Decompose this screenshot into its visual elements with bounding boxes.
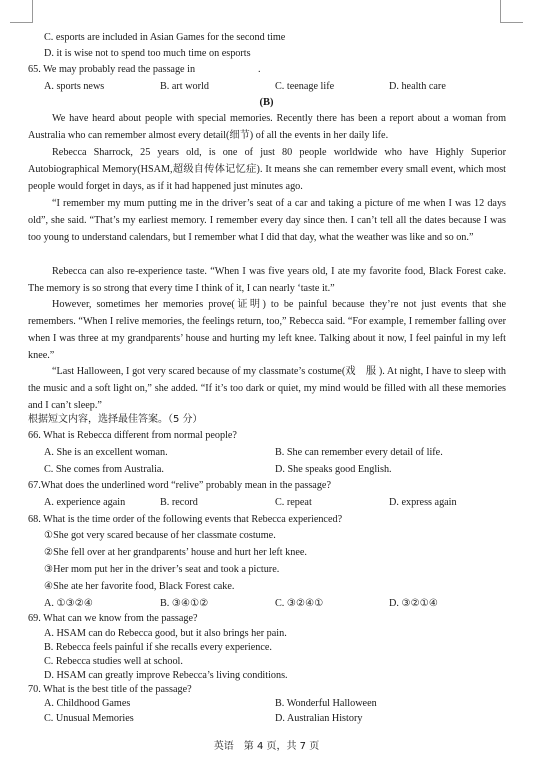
page-footer: 英语 第 4 页，共 7 页 bbox=[213, 741, 320, 752]
q68-option-d: D. ③②①④ bbox=[389, 598, 438, 609]
q68-option-c: C. ③②④① bbox=[275, 598, 324, 609]
passage-paragraph-4: Rebecca can also re-experience taste. “When I was five years old, I ate my favorite food, Black Forest cake. The memory is so strong that every time I think of it, I can nearly ‘taste it.” bbox=[28, 266, 506, 294]
q65-option-a: A. sports news bbox=[44, 81, 105, 92]
q69-option-d: D. HSAM can greatly improve Rebecca’s living conditions. bbox=[44, 670, 288, 681]
q68-event-1: ①She got very scared because of her classmate costume. bbox=[44, 530, 276, 541]
passage-paragraph-1: We have heard about people with special memories. Recently there has been a report about a woman from Australia who can remember almost every detail(细节) of all the events in her daily life. bbox=[28, 113, 506, 141]
q64-option-c: C. esports are included in Asian Games for the second time bbox=[44, 32, 286, 43]
q65-option-c: C. teenage life bbox=[275, 81, 335, 92]
q65-option-b: B. art world bbox=[160, 81, 209, 92]
passage-paragraph-5: However, sometimes her memories prove(证明) to be painful because they’re not just events that she remembers. “When I relive memories, the feelings return, too,” Rebecca said. “For example, I remember falling over when I was three at my grandparents’ house and hurting my left knee. Talking about it now, I feel painful in my left knee.” bbox=[28, 299, 506, 361]
passage-paragraph-2: Rebecca Sharrock, 25 years old, is one of just 80 people worldwide who have Highly Superior Autobiographical Memory(HSAM,超级自传体记忆症). It means she can remember every small event, which most people would forget in days, as if it had happened just minutes ago. bbox=[28, 147, 506, 192]
q67-option-b: B. record bbox=[160, 497, 198, 508]
instruction-text: 根据短文内容，选择最佳答案。（5 分） bbox=[28, 414, 203, 425]
q70-stem: 70. What is the best title of the passage? bbox=[28, 684, 192, 695]
crop-mark-right bbox=[500, 0, 523, 23]
q67-stem: 67.What does the underlined word “relive” probably mean in the passage? bbox=[28, 480, 331, 491]
q66-option-a: A. She is an excellent woman. bbox=[44, 447, 168, 458]
q64-option-d: D. it is wise not to spend too much time on esports bbox=[44, 48, 251, 59]
q66-stem: 66. What is Rebecca different from normal people? bbox=[28, 430, 237, 441]
q69-option-a: A. HSAM can do Rebecca good, but it also brings her pain. bbox=[44, 628, 287, 639]
q66-option-d: D. She speaks good English. bbox=[275, 464, 392, 475]
q69-stem: 69. What can we know from the passage? bbox=[28, 613, 198, 624]
q65-stem: 65. We may probably read the passage in bbox=[28, 64, 196, 75]
q69-option-b: B. Rebecca feels painful if she recalls every experience. bbox=[44, 642, 272, 653]
crop-mark-left bbox=[10, 0, 33, 23]
q67-option-a: A. experience again bbox=[44, 497, 126, 508]
q68-option-b: B. ③④①② bbox=[160, 598, 209, 609]
q70-option-d: D. Australian History bbox=[275, 713, 363, 724]
q69-option-c: C. Rebecca studies well at school. bbox=[44, 656, 183, 667]
q68-event-3: ③Her mom put her in the driver’s seat and took a picture. bbox=[44, 564, 280, 575]
q70-option-a: A. Childhood Games bbox=[44, 698, 131, 709]
q66-option-c: C. She comes from Australia. bbox=[44, 464, 164, 475]
q67-option-c: C. repeat bbox=[275, 497, 312, 508]
q67-option-d: D. express again bbox=[389, 497, 457, 508]
q65-stem-end: . bbox=[258, 64, 261, 75]
q68-stem: 68. What is the time order of the following events that Rebecca experienced? bbox=[28, 514, 343, 525]
passage-paragraph-3: “I remember my mum putting me in the driver’s seat of a car and taking a picture of me when I was 12 days old”, she said. “That’s my earliest memory. I remember every day since then. I can’t tell all the dates because I was too young to understand calendars, but I remember what I did that day, what the weather was like and so on.” bbox=[28, 198, 506, 243]
q68-option-a: A. ①③②④ bbox=[44, 598, 93, 609]
q68-event-4: ④She ate her favorite food, Black Forest cake. bbox=[44, 581, 235, 592]
q70-option-b: B. Wonderful Halloween bbox=[275, 698, 377, 709]
q65-option-d: D. health care bbox=[389, 81, 446, 92]
q70-option-c: C. Unusual Memories bbox=[44, 713, 134, 724]
q66-option-b: B. She can remember every detail of life. bbox=[275, 447, 443, 458]
passage-paragraph-6: “Last Halloween, I got very scared because of my classmate’s costume(戏 服 ). At night, I have to sleep with the music and a soft light on,” she added. “If it’s too dark or quiet, my mind would be filled with all these memories and I can’t sleep.” bbox=[28, 366, 506, 411]
section-heading-b: (B) bbox=[259, 97, 274, 108]
q68-event-2: ②She fell over at her grandparents’ house and hurt her left knee. bbox=[44, 547, 307, 558]
